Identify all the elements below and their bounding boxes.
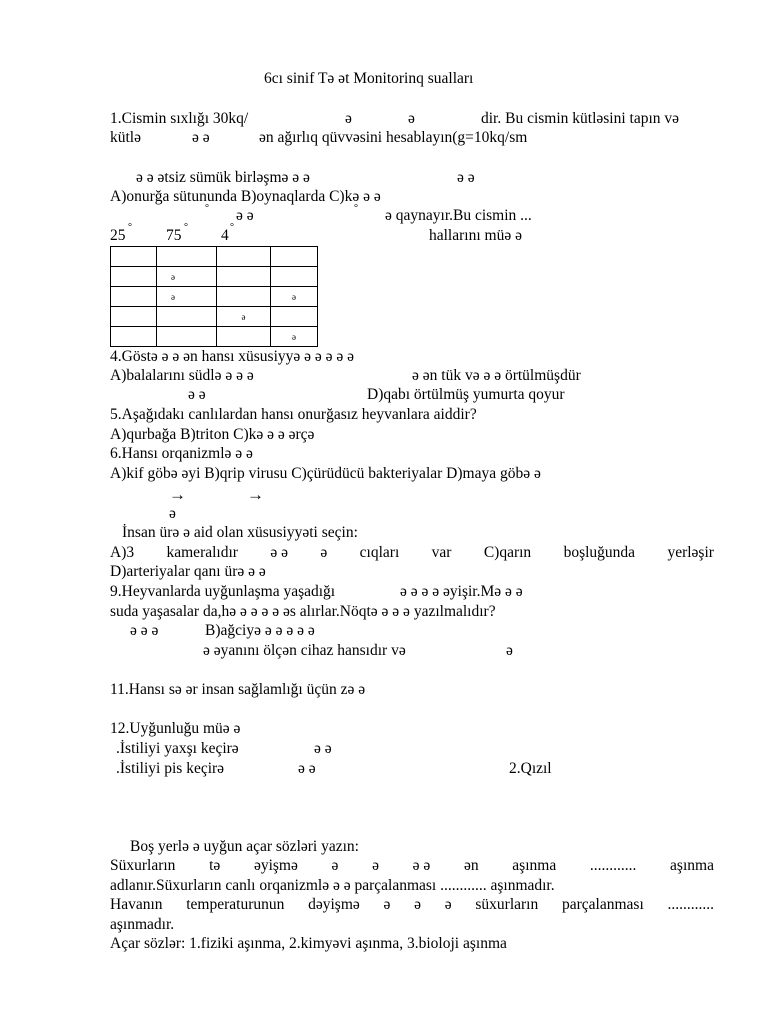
q9-line2: suda yaşasalar da,hə ə ə ə ə əs alırlar.Nöqtə ə ə ə yazılmalıdır? — [110, 603, 496, 620]
q9-line3-b: B)ağciyə ə ə ə ə ə — [205, 622, 315, 639]
q8-line1: İnsan ürə ə aid olan xüsusiyyəti seçin: — [122, 524, 358, 541]
q6-line1: 6.Hansı orqanizmlə ə ə — [110, 445, 253, 462]
table-cell — [111, 267, 157, 287]
q10-line1-b: ə — [506, 642, 513, 659]
table-cell: ə — [157, 287, 217, 307]
table-cell: ə — [217, 307, 271, 327]
q5-options: A)qurbağa B)triton C)kə ə ə ərçə — [110, 426, 315, 443]
table-cell — [157, 247, 217, 267]
temp-4: 4 — [221, 227, 229, 244]
q1-line2-b: ə ə — [192, 129, 210, 146]
q1-line1-b: ə — [345, 110, 352, 127]
table-cell — [271, 247, 318, 267]
table-row — [111, 267, 318, 287]
table-cell: ə — [271, 327, 318, 347]
fill-line2: adlanır.Süxurların canlı orqanizmlə ə ə parçalanması ............ aşınmadır. — [110, 877, 555, 894]
table-cell — [111, 307, 157, 327]
states-table — [110, 246, 318, 347]
q3-hallar: hallarını müə ə — [429, 227, 522, 244]
q12-line3-b: ə ə — [298, 760, 316, 777]
q3-line1-b: ə qaynayır.Bu cismin ... — [385, 207, 532, 224]
table-row — [111, 307, 318, 327]
degree-mark: ° — [205, 203, 209, 214]
degree-mark: ° — [354, 203, 358, 214]
q6-options: A)kif göbə əyi B)qrip virusu C)çürüdücü bakteriyalar D)maya göbə ə — [110, 465, 541, 482]
table-row — [111, 287, 318, 307]
q12-line1: 12.Uyğunluğu müə ə — [110, 720, 241, 737]
q12-line3-a: .İstiliyi pis keçirə — [116, 760, 225, 777]
table-cell — [217, 327, 271, 347]
table-cell — [157, 307, 217, 327]
q12-line2-a: .İstiliyi yaxşı keçirə — [116, 740, 239, 757]
table-cell — [111, 287, 157, 307]
q1-line1-c: ə — [408, 110, 415, 127]
table-cell — [157, 327, 217, 347]
table-cell: ə — [157, 267, 217, 287]
q1-line1-a: 1.Cismin sıxlığı 30kq/ — [110, 110, 249, 127]
arrow-right-icon: → — [247, 485, 264, 504]
q12-line2-b: ə ə — [314, 740, 332, 757]
q3-line1-a: ə ə — [236, 207, 254, 224]
fill-line4: aşınmadır. — [110, 916, 175, 933]
q11-line1: 11.Hansı sə ər insan sağlamlığı üçün zə ə — [110, 681, 366, 698]
q9-line3-a: ə ə ə — [130, 622, 159, 639]
page-title: 6cı sinif Tə ət Monitorinq sualları — [264, 70, 474, 87]
q6-sub: ə — [169, 505, 176, 522]
table-row — [111, 327, 318, 347]
q4-line1: 4.Göstə ə ə ən hansı xüsusiyyə ə ə ə ə ə — [110, 348, 355, 365]
q9-line1-a: 9.Heyvanlarda uyğunlaşma yaşadığı — [110, 583, 336, 600]
q5-line1: 5.Aşağıdakı canlılardan hansı onurğasız heyvanlara aiddir? — [110, 406, 477, 423]
arrow-right-icon: → — [169, 485, 186, 504]
q4-line3-a: ə ə — [188, 386, 206, 403]
table-cell — [111, 327, 157, 347]
q2-line1-a: ə ə ətsiz sümük birləşmə ə ə — [136, 169, 310, 186]
degree-mark: ° — [128, 222, 132, 233]
q12-line3-c: 2.Qızıl — [509, 760, 552, 777]
q4-line2-a: A)balalarını südlə ə ə ə — [110, 367, 254, 384]
temp-25: 25 — [110, 227, 126, 244]
fill-intro: Boş yerlə ə uyğun açar sözləri yazın: — [130, 838, 359, 855]
table-cell — [271, 267, 318, 287]
table-row — [111, 247, 318, 267]
fill-line3: Havanın temperaturunun dəyişmə ə ə ə süxurların parçalanması ............ — [110, 896, 714, 913]
q4-line3-b: D)qabı örtülmüş yumurta qoyur — [367, 386, 565, 403]
table-cell — [271, 307, 318, 327]
degree-mark: ° — [230, 222, 234, 233]
temp-75: 75 — [166, 227, 182, 244]
q4-line2-b: ə ən tük və ə ə örtülmüşdür — [412, 367, 581, 384]
q2-line1-b: ə ə — [457, 169, 475, 186]
table-cell — [217, 287, 271, 307]
q10-line1-a: ə əyanını ölçən cihaz hansıdır və — [203, 642, 406, 659]
q9-line1-b: ə ə ə ə əyişir.Mə ə ə — [400, 583, 523, 600]
q2-options: A)onurğa sütununda B)oynaqlarda C)kə ə ə — [110, 188, 381, 205]
table-cell: ə — [271, 287, 318, 307]
q8-line3: D)arteriyalar qanı ürə ə ə — [110, 563, 266, 580]
table-cell — [217, 267, 271, 287]
keywords: Açar sözlər: 1.fiziki aşınma, 2.kimyəvi aşınma, 3.bioloji aşınma — [110, 935, 507, 952]
q1-line2-c: ən ağırlıq qüvvəsini hesablayın(g=10kq/sm — [259, 129, 528, 146]
table-cell — [111, 247, 157, 267]
q1-line1-d: dir. Bu cismin kütləsini tapın və — [481, 110, 680, 127]
q1-line2-a: kütlə — [110, 129, 141, 146]
degree-mark: ° — [184, 222, 188, 233]
table-cell — [217, 247, 271, 267]
fill-line1: Süxurların tə əyişmə ə ə ə ə ən aşınma ............ aşınma — [110, 857, 714, 874]
q8-line2: A)3 kameralıdır ə ə ə cıqları var C)qarın boşluğunda yerləşir — [110, 544, 714, 561]
